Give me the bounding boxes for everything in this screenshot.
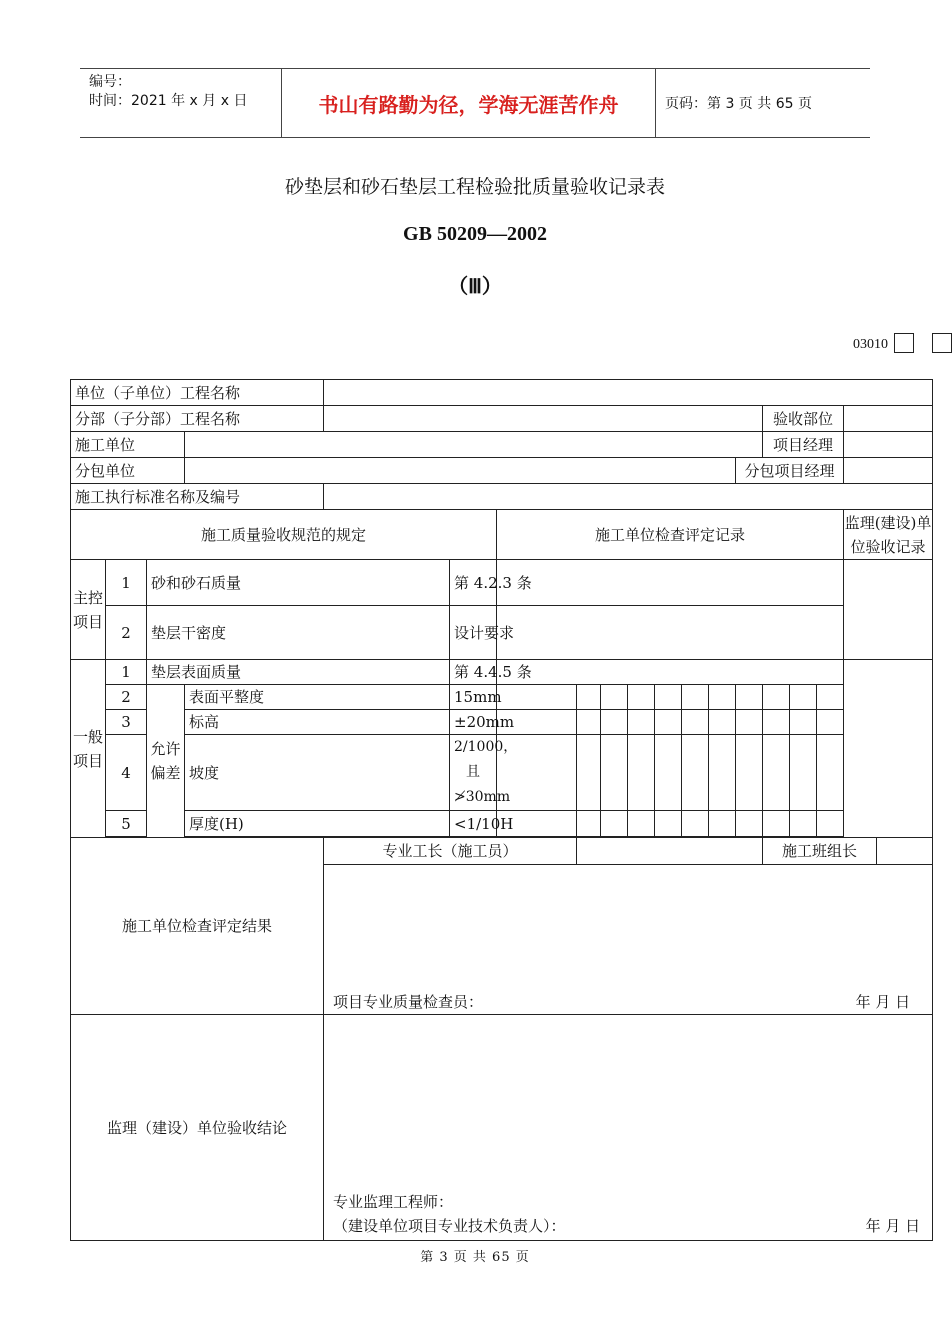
owner-rep-label: （建设单位项目专业技术负责人）：	[333, 1217, 566, 1235]
header-meta	[80, 69, 280, 137]
main-item-rule: 第 4.2.3 条	[450, 560, 497, 606]
general-item-no: 3	[106, 710, 147, 735]
measure-cell[interactable]	[655, 735, 682, 811]
page-header	[80, 68, 870, 138]
general-item-no: 4	[106, 735, 147, 811]
main-item-no: 2	[106, 606, 147, 660]
field-contractor[interactable]	[185, 432, 763, 458]
general-supervise[interactable]	[844, 660, 933, 838]
measure-cell[interactable]	[790, 735, 817, 811]
field-standard-name[interactable]	[324, 484, 933, 510]
general-item-rule: 2/1000，且 ≯30mm	[450, 735, 497, 811]
measure-cell[interactable]	[601, 685, 628, 710]
label-supervisor-conclusion: 监理（建设）单位验收结论	[71, 1015, 324, 1241]
main-item-check[interactable]	[497, 606, 844, 660]
main-supervise[interactable]	[844, 560, 933, 660]
measure-cell[interactable]	[682, 710, 709, 735]
measure-cell[interactable]	[577, 811, 601, 837]
measure-cell[interactable]	[577, 735, 601, 811]
field-foreman[interactable]	[577, 838, 763, 865]
measure-cell[interactable]	[655, 811, 682, 837]
number-label: 编号：	[89, 74, 131, 90]
measure-cell[interactable]	[682, 685, 709, 710]
main-item-rule: 设计要求	[450, 606, 497, 660]
measure-cell[interactable]	[817, 735, 844, 811]
general-item-no: 1	[106, 660, 147, 685]
measure-cell[interactable]	[790, 710, 817, 735]
measure-cell[interactable]	[763, 735, 790, 811]
measure-cell[interactable]	[763, 685, 790, 710]
tolerance-group-label: 允许偏差	[147, 685, 185, 838]
main-item-check[interactable]	[497, 560, 844, 606]
label-foreman: 专业工长（施工员）	[324, 838, 577, 865]
team-leader-cell	[763, 838, 933, 865]
label-team-leader: 施工班组长	[763, 838, 877, 864]
measure-cell[interactable]	[736, 710, 763, 735]
col-spec: 施工质量验收规范的规定	[71, 510, 497, 560]
page-label: 页码：第 3 页 共 65 页	[665, 96, 812, 112]
general-item-name: 标高	[185, 710, 450, 735]
measure-cell[interactable]	[763, 710, 790, 735]
label-sub-pm: 分包项目经理	[736, 458, 844, 484]
measure-cell[interactable]	[817, 710, 844, 735]
doc-standard: GB 50209—2002	[403, 223, 547, 245]
field-pm[interactable]	[844, 432, 933, 458]
field-unit-name[interactable]	[324, 380, 933, 406]
general-item-name: 垫层表面质量	[147, 660, 450, 685]
general-item-name: 厚度(H)	[185, 811, 450, 837]
page-footer: 第 3 页 共 65 页	[420, 1250, 530, 1265]
label-contractor: 施工单位	[71, 432, 185, 458]
general-item-no: 2	[106, 685, 147, 710]
measure-cell[interactable]	[709, 685, 736, 710]
general-item-name: 坡度	[185, 735, 450, 811]
motto: 书山有路勤为径，学海无涯苦作舟	[281, 69, 656, 137]
supervisor-date: 年 月 日	[865, 1217, 921, 1235]
label-standard-name: 施工执行标准名称及编号	[71, 484, 324, 510]
form-code: 03010	[853, 337, 888, 352]
general-item-name: 表面平整度	[185, 685, 450, 710]
measure-cell[interactable]	[577, 710, 601, 735]
measure-cell[interactable]	[817, 811, 844, 837]
measure-cell[interactable]	[817, 685, 844, 710]
measure-cell[interactable]	[655, 685, 682, 710]
measure-cell[interactable]	[628, 685, 655, 710]
general-item-check[interactable]	[497, 660, 844, 685]
field-team-leader[interactable]	[877, 838, 932, 864]
measure-cell[interactable]	[497, 685, 577, 710]
inspection-form	[70, 379, 933, 1241]
time-label: 时间：2021 年 x 月 x 日	[89, 93, 248, 109]
main-item-no: 1	[106, 560, 147, 606]
measure-cell[interactable]	[709, 735, 736, 811]
measure-cell[interactable]	[790, 811, 817, 837]
supervisor-conclusion-area[interactable]	[324, 1015, 933, 1241]
measure-cell[interactable]	[655, 710, 682, 735]
qc-date: 年 月 日	[855, 993, 911, 1011]
field-subcontractor[interactable]	[185, 458, 736, 484]
label-pm: 项目经理	[763, 432, 844, 458]
measure-cell[interactable]	[763, 811, 790, 837]
label-accept-part: 验收部位	[763, 406, 844, 432]
main-group-label: 主控项目	[71, 560, 106, 660]
general-item-rule: ±20mm	[450, 710, 497, 735]
label-contractor-result: 施工单位检查评定结果	[71, 838, 324, 1015]
measure-cell[interactable]	[736, 735, 763, 811]
measure-cell[interactable]	[628, 811, 655, 837]
contractor-result-area[interactable]	[324, 865, 933, 1015]
qc-inspector-label: 项目专业质量检查员：	[333, 993, 484, 1011]
general-item-rule: 15mm	[450, 685, 497, 710]
measure-cell[interactable]	[709, 811, 736, 837]
measure-cell[interactable]	[736, 811, 763, 837]
measure-cell[interactable]	[709, 710, 736, 735]
main-item-name: 垫层干密度	[147, 606, 450, 660]
code-box-1[interactable]	[894, 333, 914, 353]
general-item-rule: <1/10H	[450, 811, 497, 837]
measure-cell[interactable]	[682, 811, 709, 837]
measure-cell[interactable]	[628, 735, 655, 811]
measure-cell[interactable]	[790, 685, 817, 710]
main-item-name: 砂和砂石质量	[147, 560, 450, 606]
label-sub-name: 分部（子分部）工程名称	[71, 406, 324, 432]
measure-cell[interactable]	[736, 685, 763, 710]
measure-cell[interactable]	[628, 710, 655, 735]
field-sub-name[interactable]	[324, 406, 763, 432]
doc-title: 砂垫层和砂石垫层工程检验批质量验收记录表	[284, 176, 665, 198]
field-accept-part[interactable]	[844, 406, 933, 432]
measure-cell[interactable]	[682, 735, 709, 811]
measure-cell[interactable]	[577, 685, 601, 710]
doc-part: （Ⅲ）	[448, 276, 502, 298]
col-supervise: 监理(建设)单位验收记录	[844, 510, 933, 560]
measure-cell[interactable]	[601, 735, 628, 811]
general-item-rule: 第 4.4.5 条	[450, 660, 497, 685]
label-subcontractor: 分包单位	[71, 458, 185, 484]
code-box-2[interactable]	[932, 333, 952, 353]
field-sub-pm[interactable]	[844, 458, 933, 484]
general-item-no: 5	[106, 811, 147, 837]
col-check: 施工单位检查评定记录	[497, 510, 844, 560]
label-unit-name: 单位（子单位）工程名称	[71, 380, 324, 406]
supervisor-engineer-label: 专业监理工程师：	[333, 1193, 454, 1211]
measure-cell[interactable]	[601, 710, 628, 735]
measure-cell[interactable]	[601, 811, 628, 837]
general-group-label: 一般项目	[71, 660, 106, 838]
